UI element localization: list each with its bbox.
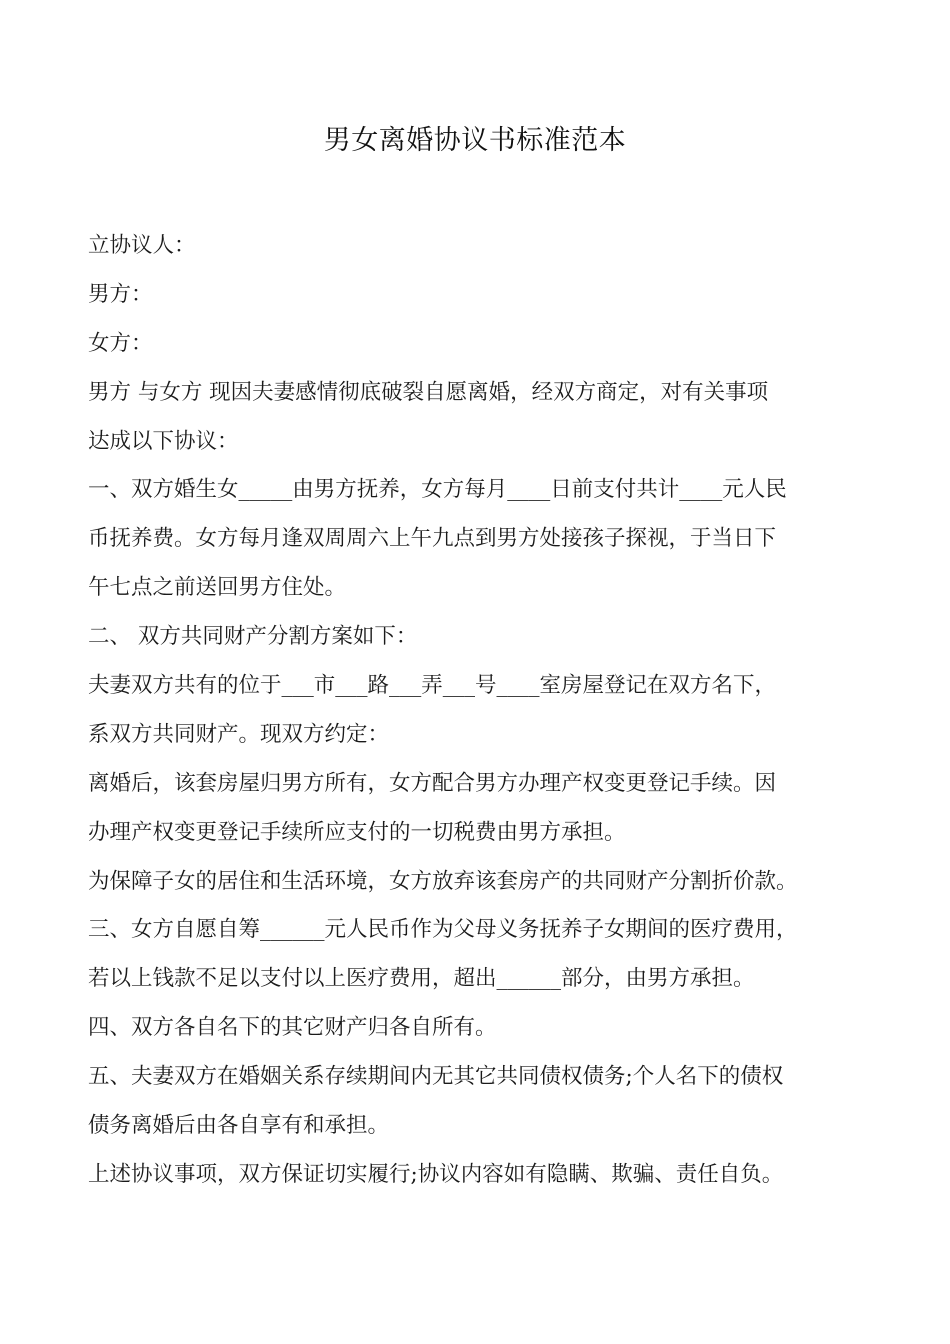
line-clause-1a: 一、双方婚生女_____由男方抚养，女方每月____日前支付共计____元人民 [88,477,787,503]
line-clause-2-heading: 二、 双方共同财产分割方案如下： [88,624,418,650]
line-clause-1b: 币抚养费。女方每月逢双周周六上午九点到男方处接孩子探视，于当日下 [88,526,777,552]
line-clause-2e: 为保障子女的居住和生活环境，女方放弃该套房产的共同财产分割折价款。 [88,868,798,894]
line-clause-3a: 三、女方自愿自筹______元人民币作为父母义务抚养子女期间的医疗费用， [88,917,798,943]
line-clause-2b: 系双方共同财产。现双方约定： [88,721,390,747]
line-clause-2a: 夫妻双方共有的位于___市___路___弄___号____室房屋登记在双方名下， [88,673,777,699]
line-female-party: 女方： [88,330,153,356]
line-clause-3b: 若以上钱款不足以支付以上医疗费用，超出______部分，由男方承担。 [88,966,755,992]
line-clause-5b: 债务离婚后由各自享有和承担。 [88,1113,390,1139]
line-clause-2d: 办理产权变更登记手续所应支付的一切税费由男方承担。 [88,819,626,845]
line-signatories: 立协议人： [88,233,196,258]
line-male-party: 男方： [88,281,153,307]
line-preamble-1: 男方 与女方 现因夫妻感情彻底破裂自愿离婚，经双方商定，对有关事项 [88,379,769,405]
line-clause-5a: 五、夫妻双方在婚姻关系存续期间内无其它共同债权债务;个人名下的债权 [88,1064,784,1090]
line-clause-1c: 午七点之前送回男方住处。 [88,575,347,601]
line-clause-4: 四、双方各自名下的其它财产归各自所有。 [88,1015,497,1041]
document-body [88,222,888,1200]
line-clause-2c: 离婚后，该套房屋归男方所有，女方配合男方办理产权变更登记手续。因 [88,770,777,796]
document-title: 男女离婚协议书标准范本 [323,125,627,156]
line-closing: 上述协议事项，双方保证切实履行;协议内容如有隐瞒、欺骗、责任自负。 [88,1161,784,1187]
line-preamble-2: 达成以下协议： [88,428,239,454]
